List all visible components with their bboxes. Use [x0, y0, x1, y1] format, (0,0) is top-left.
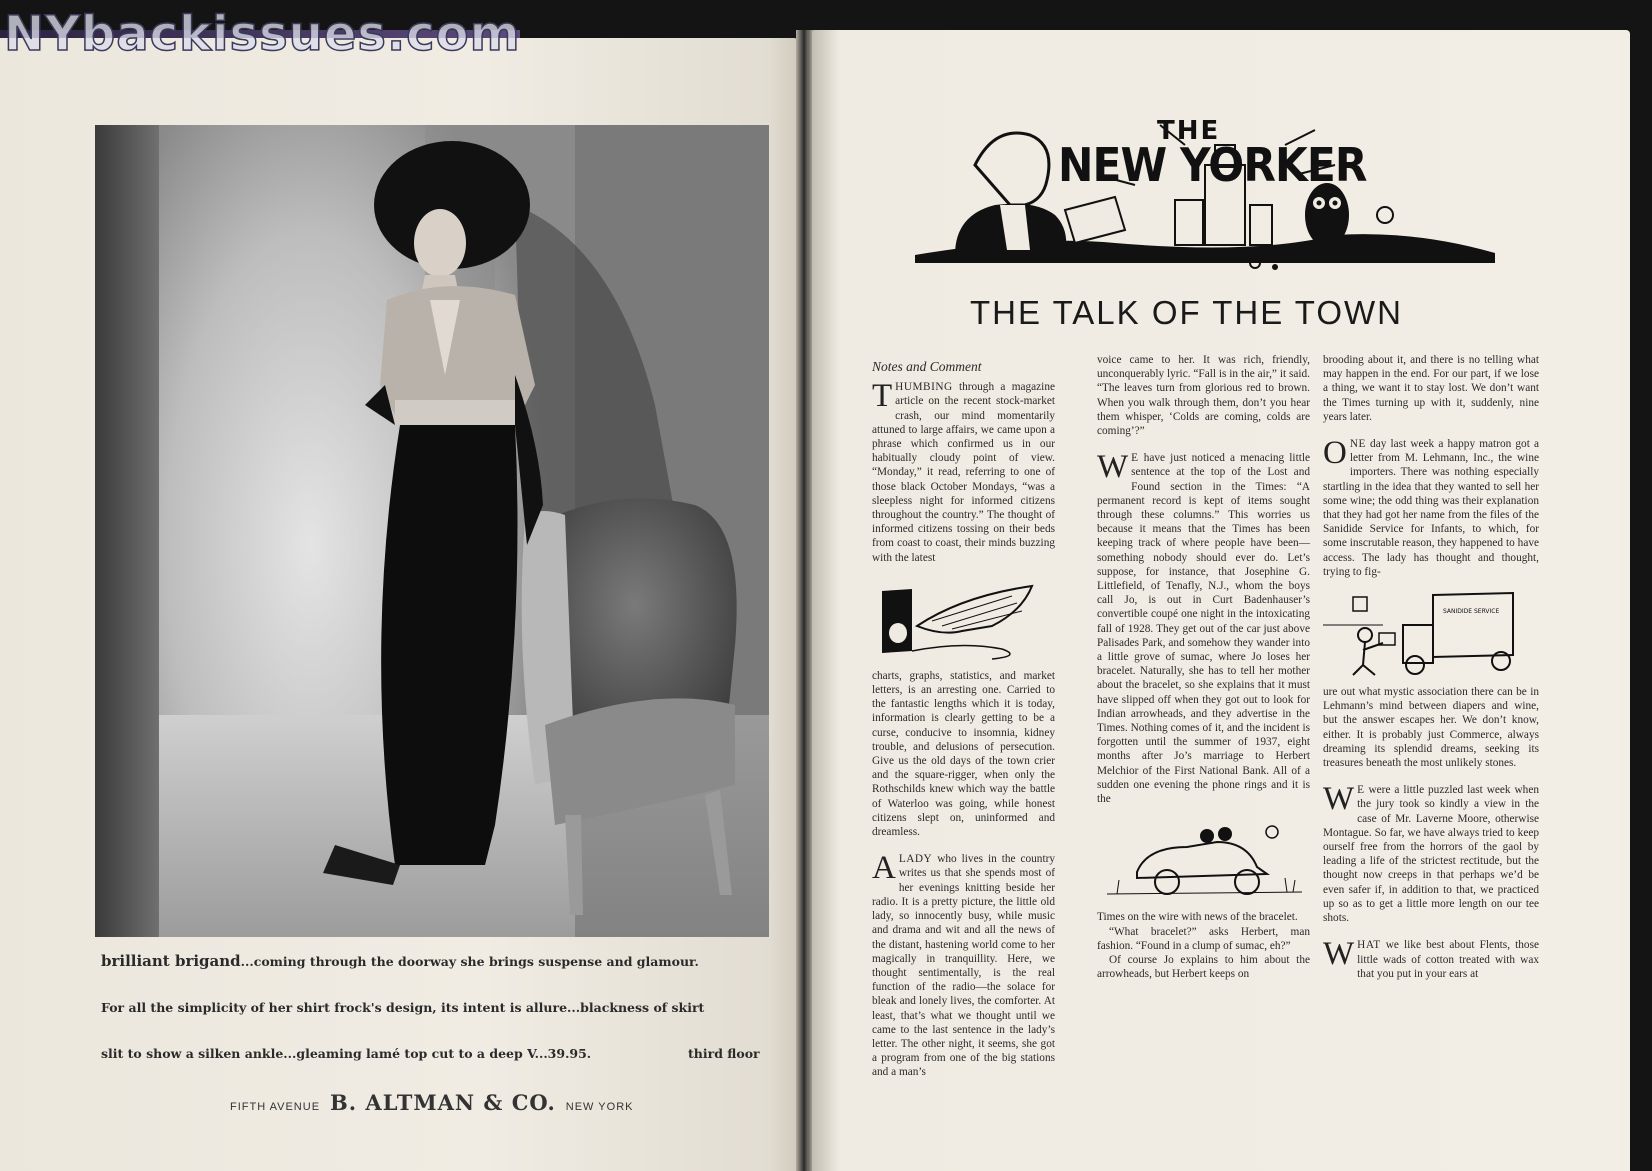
paragraph: A LADY who lives in the country writes us that she spends most of her evenings knitting beside her radio. It is a pretty picture, the little old lady, so innocently busy, while music and drama and wit and all the news of the distant, hastening world come to her magically in tranquillity. Here, we thought sentimentally, is the real function of the radio—the solace for bleak and lonely lives, the comforter. At least, that’s what we thought until we came to the last sentence in the lady’s letter. The other night, it seems, she got a program from one of the big stations and a man’s	[872, 850, 1055, 1079]
watermark-text: NYbackissues.com	[4, 6, 521, 62]
delivery-man-icon	[1358, 628, 1372, 642]
paragraph: ONE day last week a happy matron got a letter from M. Lehmann, Inc., the wine importers. There was nothing especially startling in the idea that they wanted to sell her some wine; the odd thing was their explanation that they had got her name from the files of the Sanidide Service for Infants, to which, for some inscrutable reason, they happened to have access. The lady has thought and thought, trying to fig-	[1323, 435, 1539, 578]
ad-copy-line-1	[101, 952, 699, 970]
car-icon	[1137, 842, 1267, 878]
ad-line-1-rest: ...coming through the doorway she brings suspense and glamour.	[240, 954, 699, 969]
paragraph: brooding about it, and there is no telling what may happen in the end. For our part, if we lose a thing, we want it to stay lost. We don’t want the Times turning up with it, suddenly, nine years later.	[1323, 354, 1539, 423]
drop-cap: O	[1323, 435, 1347, 472]
black-skirt	[381, 425, 517, 865]
ad-headline: brilliant brigand	[101, 952, 241, 970]
drop-cap: W	[1323, 936, 1355, 973]
store-address-right: NEW YORK	[565, 1101, 634, 1113]
owl-icon	[1305, 183, 1349, 247]
paragraph: voice came to her. It was rich, friendly, unconquerably lyric. “Fall is in the air,” it said. “The leaves turn from glorious red to brown. When you walk through them, don’t you hear them whisper, ‘Colds are coming, colds are coming’?”	[1097, 354, 1310, 438]
paragraph: WHAT we like best about Flents, those little wads of cotton treated with wax that you put in your ears at	[1323, 936, 1539, 980]
section-title: THE TALK OF THE TOWN	[970, 294, 1404, 331]
paragraph: ure out what mystic association there can be in Lehmann’s mind between diapers and wine, but the answer escapes her. We don’t know, either. It is probably just Commerce, always dreaming its splendid dreams, seeking its treasures beneath the most unlikely stones.	[1323, 686, 1539, 770]
newspaper-icon	[1065, 197, 1125, 243]
cat-icon	[917, 586, 1032, 633]
truck-label: SANIDIDE SERVICE	[1443, 608, 1500, 616]
paragraph: W E have just noticed a menacing little sentence at the top of the Lost and Found section in the Times: “A permanent record is kept of items sought through these columns.” This worries us because it means that the Times has been keeping track of where people have been—something nobody should ever do. Let’s suppose, for instance, that Josephine G. Littlefield, of Tenafly, N.J., whom the boys call Jo, is out in Curt Badenhauser’s convertible coupé one night in the intoxicating fall of 1928. They get out of the car just above Palisades Park, and somehow they wander into a little grove of sumac, where Jo loses her bracelet. Naturally, she has to tell her mother about the bracelet, so she explains that it must have slipped off when they got out to look for Indian arrowheads, and they advertise in the Times. Nothing comes of it, and the incident is forgotten until the summer of 1937, eight months after Jo’s marriage to Herbert Melchior of the First National Bank. All of a sudden one evening the phone rings and it is the	[1097, 449, 1310, 806]
masthead-the: THE	[1157, 116, 1221, 146]
drop-cap: A	[872, 850, 896, 887]
ad-copy-line-3	[101, 1046, 760, 1061]
ad-copy-line-2: For all the simplicity of her shirt frock's design, its intent is allure...blackness of skirt	[101, 1000, 705, 1015]
moon-icon	[1266, 826, 1278, 838]
article-column-3	[1323, 353, 1539, 981]
fashion-photograph	[95, 125, 769, 937]
paragraph: THUMBING through a magazine article on the recent stock-market crash, our mind momentarily attuned to large affairs, we came upon a phrase which confirmed us in our habitually cloudy point of view. “Monday,” it read, referring to one of those black October Mondays, “was a sleepless night for informed citizens throughout the country.” The thought of informed citizens tossing on their beds from coast to coast, their minds buzzing with the latest	[872, 378, 1055, 564]
dandy-icon	[975, 133, 1049, 205]
store-footer	[230, 1090, 633, 1115]
article-column-1	[872, 360, 1055, 1080]
store-address-left: FIFTH AVENUE	[230, 1101, 321, 1113]
drop-cap: T	[872, 378, 893, 415]
paragraph: charts, graphs, statistics, and market letters, is an arresting one. Carried to the fantastic lengths which it is today, information is clearly getting to be a curse, conducive to insomnia, kidney trouble, and delusions of persecution. Give us the old days of the town crier and the square-rigger, when only the Rothschilds knew which way the battle of Waterloo was going, while honest citizens slept on, uninformed and dreamless.	[872, 669, 1055, 839]
masthead-title: NEW YORKER	[1058, 138, 1367, 192]
belt	[395, 400, 515, 425]
drop-cap: W	[1323, 781, 1355, 818]
delivery-truck-illustration	[1323, 585, 1539, 679]
paragraph: Times on the wire with news of the bracelet.	[1097, 911, 1298, 924]
ad-line-3-text: slit to show a silken ankle...gleaming lamé top cut to a deep V...39.95.	[101, 1046, 592, 1061]
drop-cap: W	[1097, 449, 1129, 486]
section-heading: Notes and Comment	[872, 359, 982, 374]
left-wall	[95, 125, 159, 937]
store-name: B. ALTMAN & CO.	[330, 1090, 556, 1115]
cat-spot-illustration	[872, 571, 1055, 663]
paragraph: “What bracelet?” asks Herbert, man fashion. “Found in a clump of sumac, eh?”	[1097, 925, 1310, 952]
article-column-2	[1097, 353, 1310, 981]
gutter-shadow	[808, 30, 838, 1171]
paragraph: Of course Jo explains to him about the arrowheads, but Herbert keeps on	[1097, 953, 1310, 981]
ad-floor: third floor	[688, 1046, 760, 1061]
car-spot-illustration	[1097, 812, 1310, 904]
paragraph: W E were a little puzzled last week when the jury took so kindly a view in the case of Mr. Laverne Moore, otherwise Montague. So far, we have always tried to keep ourself free from the horrors of the gaol by leading a life of the strictest rectitude, but the thought now creeps in that perhaps we’d be even safer if, in addition to that, we practiced up so as to get a little more length on our tee shots.	[1323, 781, 1539, 925]
